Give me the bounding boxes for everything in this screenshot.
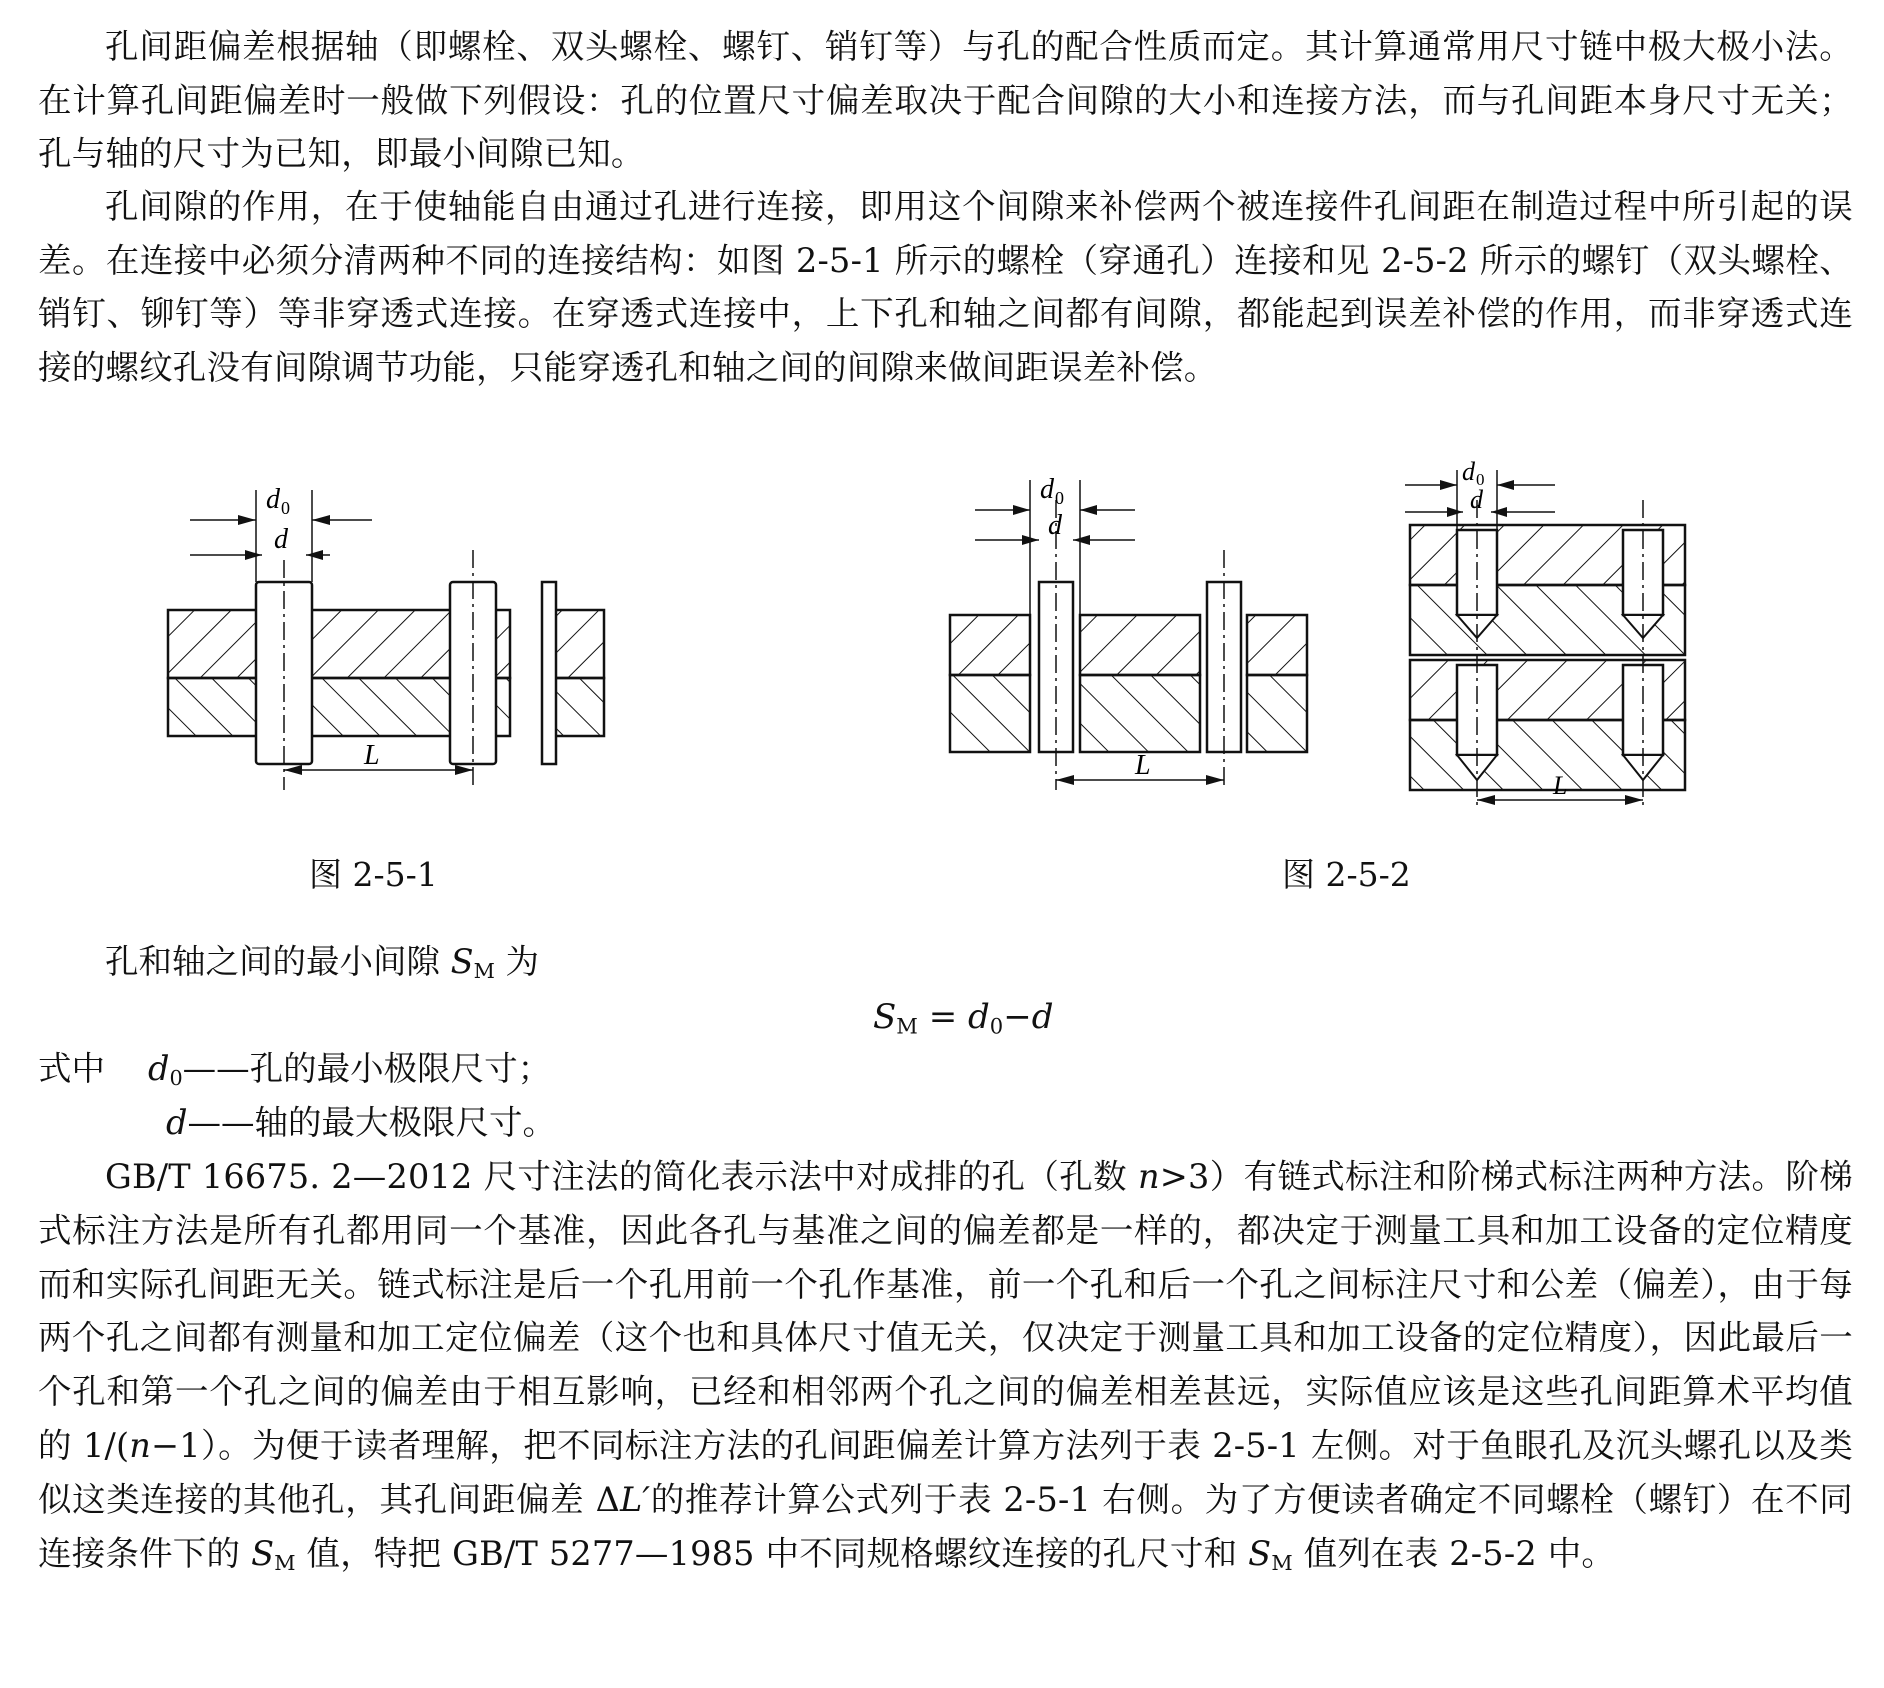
figure-2-5-1-caption: 图 2-5-1	[309, 855, 438, 894]
label-L-left: L	[1135, 750, 1151, 781]
label-d0: d	[266, 484, 280, 515]
formula-d: d	[1031, 997, 1054, 1037]
label-L-right: L	[1553, 771, 1568, 800]
formula-equals: =	[917, 997, 968, 1037]
min-clearance-intro	[105, 938, 539, 995]
figure-2-5-1	[150, 470, 610, 810]
paragraph-3: GB/T 16675. 2—2012 尺寸注法的简化表示法中对成排的孔（孔数 n>3）有链式标注和阶梯式标注两种方法。阶梯式标注方法是所有孔都用同一个基准，因此各孔与基准之间的偏差都是一样的，都决定于测量工具和加工设备的定位精度而和实际孔间距无关。链式标注是后一个孔用前一个孔作基准，前一个孔和后一个孔之间标注尺寸和公差（偏差），由于每两个孔之间都有测量和加工定位偏差（这个也和具体尺寸值无关，仅决定于测量工具和加工设备的定位精度），因此最后一个孔和第一个孔之间的偏差由于相互影响，已经和相邻两个孔之间的偏差相差甚远，实际值应该是这些孔间距算术平均值的 1/(n−1）。为便于读者理解，把不同标注方法的孔间距偏差计算方法列于表 2-5-1 左侧。对于鱼眼孔及沉头螺孔以及类似这类连接的其他孔，其孔间距偏差 ΔL′的推荐计算公式列于表 2-5-1 右侧。为了方便读者确定不同螺栓（螺钉）在不同连接条件下的 $S_M$ 值，特把 GB/T 5277—1985 中不同规格螺纹连接的孔尺寸和 $S_M$ 值列在表 2-5-2 中。	[38, 1157, 1853, 1575]
label-d-right: d	[1470, 485, 1483, 514]
bolt-through-hole-diagram	[150, 470, 610, 810]
where-d0-sub: 0	[169, 1066, 183, 1091]
where-d0-text: ——孔的最小极限尺寸；	[182, 1049, 552, 1088]
formula-lhs-sub: M	[896, 1013, 918, 1039]
where-item-d0	[148, 1045, 551, 1102]
label-d: d	[274, 524, 288, 555]
figure-2-5-2-caption: 图 2-5-2	[1282, 855, 1411, 894]
formula-lhs: S	[873, 997, 897, 1037]
paragraph-2: 孔间隙的作用，在于使轴能自由通过孔进行连接，即用这个间隙来补偿两个被连接件孔间距在制造过程中所引起的误差。在连接中必须分清两种不同的连接结构：如图 2-5-1 所示的螺栓（穿通孔）连接和见 2-5-2 所示的螺钉（双头螺栓、销钉、铆钉等）等非穿透式连接。在穿透式连接中，上下孔和轴之间都有间隙，都能起到误差补偿的作用，而非穿透式连接的螺纹孔没有间隙调节功能，只能穿透孔和轴之间的间隙来做间距误差补偿。	[38, 187, 1853, 387]
label-d-left: d	[1048, 510, 1062, 541]
where-item-d	[166, 1099, 556, 1147]
formula	[873, 997, 1053, 1038]
label-d0-right: d	[1462, 460, 1475, 486]
intro-text-end: 为	[494, 942, 540, 981]
symbol-m-sub: M	[473, 959, 495, 984]
intro-text: 孔和轴之间的最小间隙	[105, 942, 451, 981]
formula-d0-sub: 0	[989, 1013, 1004, 1039]
where-d: d	[166, 1103, 188, 1142]
figure-2-5-2	[935, 460, 1870, 820]
label-L: L	[364, 740, 380, 771]
screw-blind-hole-diagram	[935, 460, 1870, 820]
label-d0-left-sub: 0	[1055, 488, 1064, 508]
formula-d0: d	[968, 997, 990, 1037]
label-d0-sub: 0	[281, 498, 290, 518]
where-d0: d	[148, 1049, 170, 1088]
where-label: 式中	[38, 1049, 105, 1088]
where-d-text: ——轴的最大极限尺寸。	[187, 1103, 556, 1142]
label-d0-left: d	[1040, 474, 1054, 505]
label-d0-right-sub: 0	[1476, 470, 1485, 489]
paragraph-1: 孔间距偏差根据轴（即螺栓、双头螺栓、螺钉、销钉等）与孔的配合性质而定。其计算通常用尺寸链中极大极小法。在计算孔间距偏差时一般做下列假设：孔的位置尺寸偏差取决于配合间隙的大小和连接方法，而与孔间距本身尺寸无关；孔与轴的尺寸为已知，即最小间隙已知。	[38, 27, 1853, 173]
symbol-s: S	[450, 942, 474, 981]
formula-minus: −	[1003, 997, 1032, 1037]
